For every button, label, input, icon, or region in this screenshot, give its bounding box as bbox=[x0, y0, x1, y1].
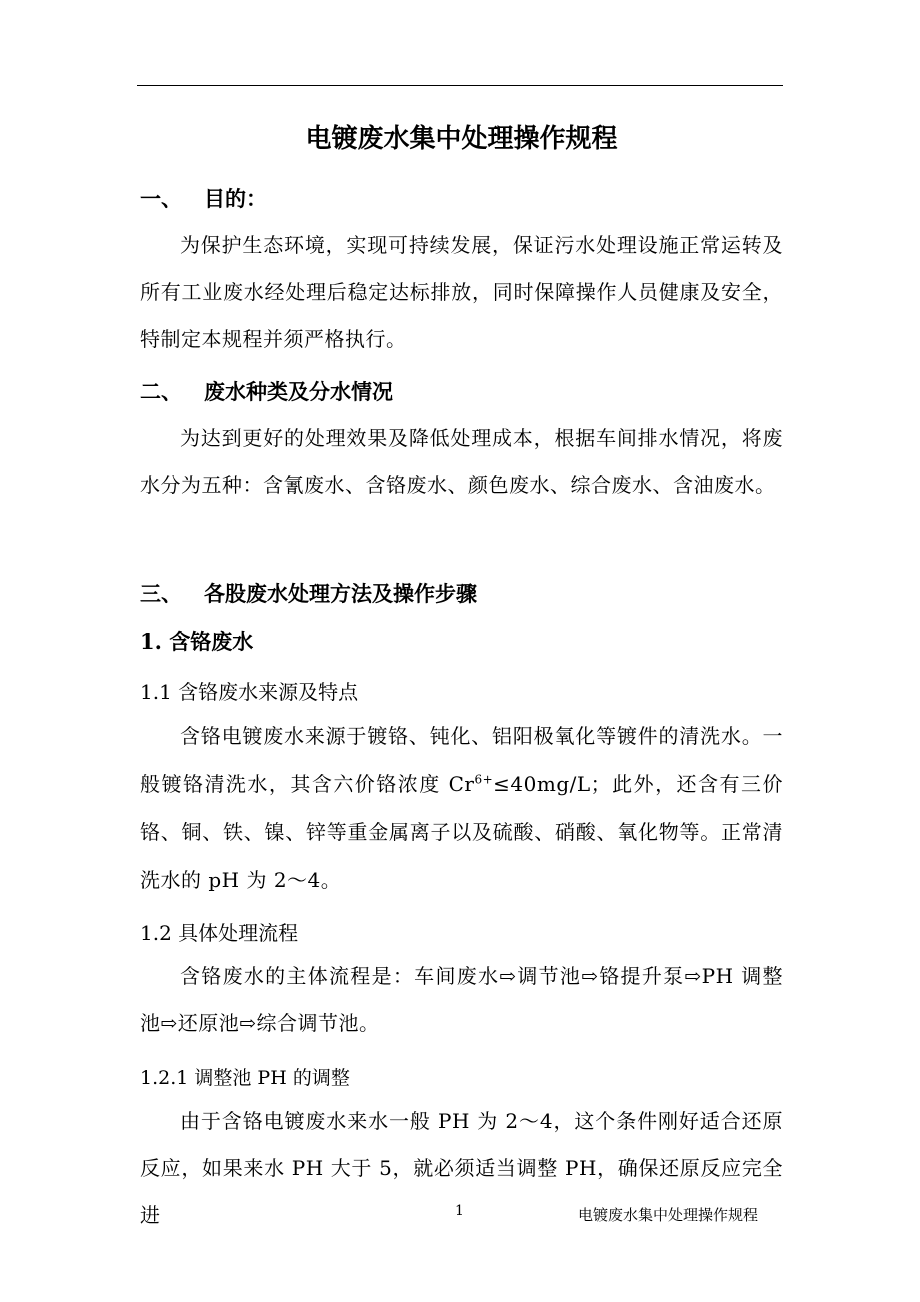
footer-title: 电镀废水集中处理操作规程 bbox=[578, 1206, 759, 1224]
paragraph-text-part-1: 含铬电镀废水来源于镀铬、钝化、铝阳极氧化等镀件的清洗水。一般镀铬清洗水，其含六价铬浓度 Cr bbox=[140, 724, 783, 796]
document-title: 电镀废水集中处理操作规程 bbox=[305, 124, 618, 154]
section-2-number: 二、 bbox=[140, 379, 182, 404]
subsection-1-1-paragraph bbox=[140, 712, 783, 904]
subsection-1-heading: 1. 含铬废水 bbox=[140, 629, 254, 654]
header-rule bbox=[137, 85, 783, 86]
subsection-1-2-1-paragraph: 由于含铬电镀废水来水一般 PH 为 2～4，这个条件刚好适合还原反应，如果来水 PH 大于 5，就必须适当调整 PH，确保还原反应完全进 bbox=[140, 1109, 783, 1227]
paragraph-text-part-2: ≤40mg/L；此外，还含有三价铬、铜、铁、镍、锌等重金属离子以及硫酸、硝酸、氧化物等。正常清洗水的 pH 为 2～4。 bbox=[140, 772, 783, 892]
section-3-number: 三、 bbox=[140, 581, 182, 606]
subsection-1-2-paragraph: 含铬废水的主体流程是：车间废水⇨调节池⇨铬提升泵⇨PH 调整池⇨还原池⇨综合调节池。 bbox=[140, 964, 783, 1035]
section-2-paragraph: 为达到更好的处理效果及降低处理成本，根据车间排水情况，将废水分为五种：含氰废水、含铬废水、颜色废水、综合废水、含油废水。 bbox=[140, 426, 783, 497]
subsection-1-2-1-heading: 1.2.1 调整池 PH 的调整 bbox=[140, 1067, 350, 1089]
page-number: 1 bbox=[455, 1203, 464, 1219]
section-3-heading bbox=[140, 578, 783, 608]
section-1-number: 一、 bbox=[140, 186, 182, 211]
section-1-title: 目的： bbox=[204, 186, 267, 211]
superscript-charge: 6+ bbox=[474, 772, 494, 787]
section-3-title: 各股废水处理方法及操作步骤 bbox=[204, 581, 477, 606]
subsection-1-1-heading: 1.1 含铬废水来源及特点 bbox=[140, 680, 359, 704]
section-1-paragraph: 为保护生态环境，实现可持续发展，保证污水处理设施正常运转及所有工业废水经处理后稳定达标排放，同时保障操作人员健康及安全，特制定本规程并须严格执行。 bbox=[140, 233, 783, 351]
section-2-heading bbox=[140, 376, 783, 406]
subsection-1-2-heading: 1.2 具体处理流程 bbox=[140, 921, 299, 945]
section-2-title: 废水种类及分水情况 bbox=[204, 379, 393, 404]
section-1-heading bbox=[140, 183, 783, 213]
